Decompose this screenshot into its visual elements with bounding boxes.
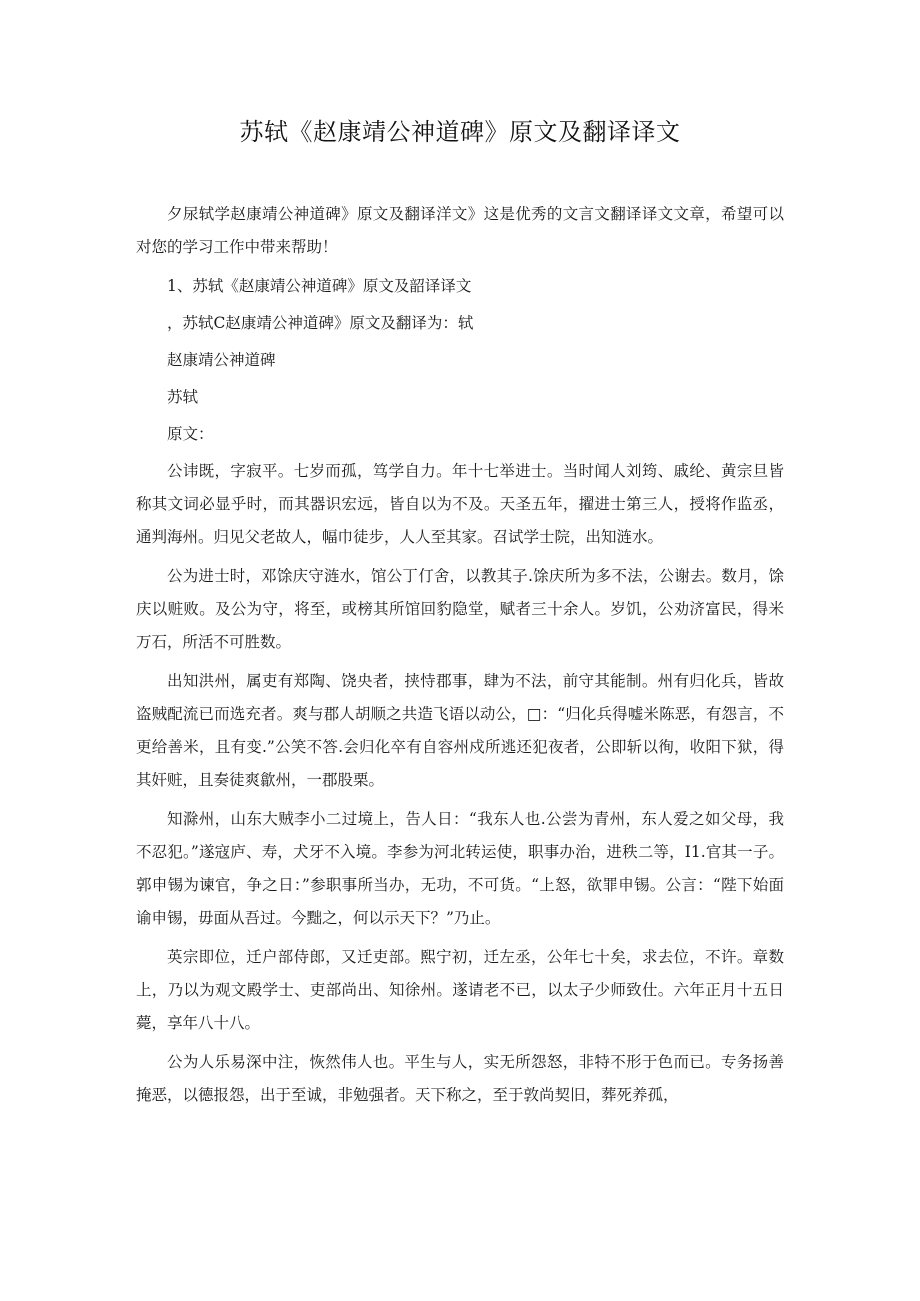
lead-line: ，苏轼C赵康靖公神道碑》原文及翻译为：轼 <box>167 314 474 332</box>
body-paragraph: 出知洪州，属吏有郑陶、饶央者，挟恃郡事，肆为不法，前守其能制。州有归化兵，皆故盗贼配流已而选充者。爽与郡人胡顺之共造飞语以动公，□：“归化兵得嘘米陈恶，有怨言，不更给善米，且有变.”公笑不答.会归化卒有自容州戍所逃还犯夜者，公即斩以徇，收阳下狱，得其奸赃，且奏徒爽歙州，一郡股栗。 <box>136 672 784 789</box>
document-title: 苏轼《赵康靖公神道碑》原文及翻译译文 <box>239 118 681 146</box>
intro-paragraph: 夕尿轼学赵康靖公神道碑》原文及翻译洋文》这是优秀的文言文翻译译文文章，希望可以对您的学习工作中带来帮助！ <box>136 205 784 256</box>
body-paragraph: 公为人乐易深中注，恢然伟人也。平生与人，实无所怨怒，非特不形于色而已。专务扬善掩恶，以德报怨，出于至诚，非勉强者。天下称之，至于敦尚契旧，葬死养孤， <box>136 1053 784 1104</box>
section-heading: 1、苏轼《赵康靖公神道碑》原文及韶译译文 <box>167 277 472 295</box>
work-title: 赵康靖公神道碑 <box>167 351 276 369</box>
body-paragraph: 知滁州，山东大贼李小二过境上，告人日：“我东人也.公尝为青州，东人爱之如父母，我不忍犯。”遂寇庐、寿，犬牙不入境。李参为河北转运使，职事办治，进秩二等，I1.官其一子。郭申锡为谏官，争之日：”参职事所当办，无功，不可货。“上怒，欲罪申锡。公言：“陛下始面谕申锡，毋面从吾过。今黜之，何以示天下？”乃止。 <box>136 810 784 927</box>
body-paragraph: 公为进士时，邓馀庆守涟水，馆公丁仃舍，以教其子.馀庆所为多不法，公谢去。数月，馀庆以赃败。及公为守，将至，或榜其所馆回豹隐堂，赋者三十余人。岁饥，公劝济富民，得米万石，所活不可胜数。 <box>136 567 784 651</box>
body-paragraph: 公讳既，字寂平。七岁而孤，笃学自力。年十七举进士。当时闻人刘筠、戚纶、黄宗旦皆称其文词必显乎时，而其器识宏远，皆自以为不及。天圣五年，擢进士第三人，授将作监丞，通判海州。归见父老故人，幅巾徒步，人人至其家。召试学士院，出知涟水。 <box>136 462 784 546</box>
original-label: 原文： <box>167 425 214 443</box>
body-paragraph: 英宗即位，迁户部侍郎，又迁吏部。熙宁初，迁左丞，公年七十矣，求去位，不许。章数上，乃以为观文殿学士、吏部尚出、知徐州。遂请老不已，以太子少师致仕。六年正月十五日薨，享年八十八。 <box>136 948 784 1032</box>
author-name: 苏轼 <box>167 388 199 406</box>
document-body <box>136 198 784 1118</box>
